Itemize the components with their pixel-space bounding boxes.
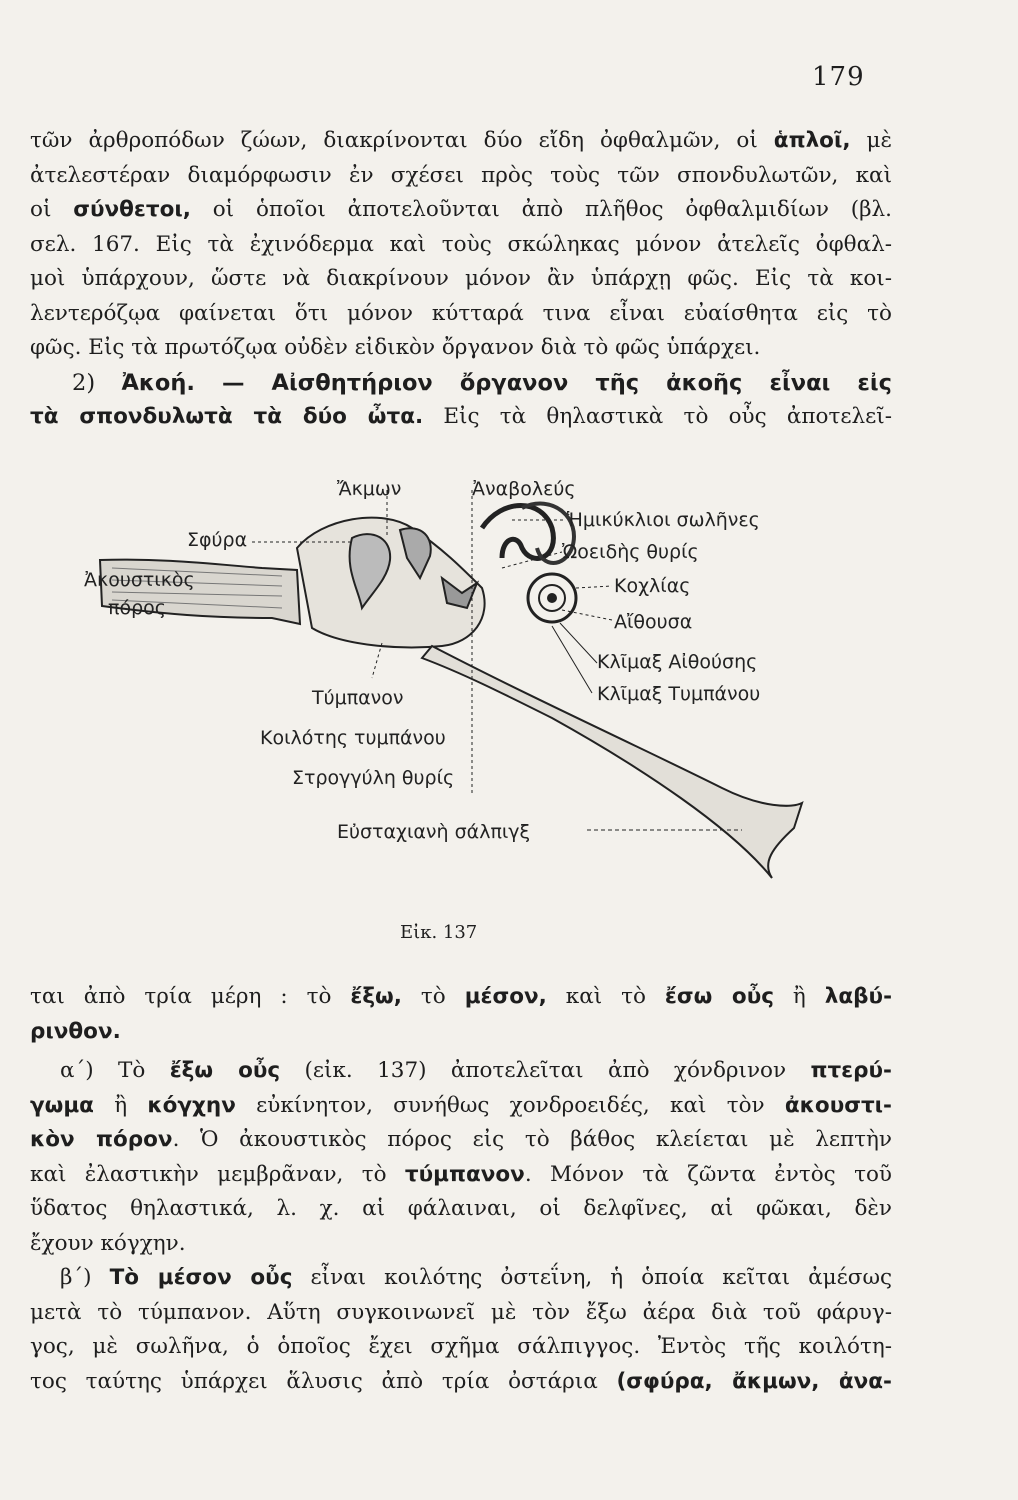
cochlea-core xyxy=(547,593,557,603)
label-hammer: Σφύρα xyxy=(187,529,248,551)
text-line: ὕδατος θηλαστικά, λ. χ. αἱ φάλαιναι, οἱ δελφῖνες, αἱ φῶκαι, δὲν xyxy=(30,1196,892,1221)
ear-diagram xyxy=(82,468,822,928)
text-line: κὸν πόρον. Ὁ ἀκουστικὸς πόρος εἰς τὸ βάθος κλείεται μὲ λεπτὴν xyxy=(30,1127,892,1152)
text-line: β΄) Τὸ μέσον οὖς εἶναι κοιλότης ὀστεΐνη, ἡ ὁποία κεῖται ἀμέσως xyxy=(60,1265,892,1290)
bottom-paragraph xyxy=(30,1054,892,1399)
ear-diagram-drawing xyxy=(82,468,822,928)
text-line: ἔχουν κόγχην. xyxy=(30,1230,186,1256)
figure-caption: Εἰκ. 137 xyxy=(400,922,478,943)
label-auditory-canal-2: πόρος xyxy=(108,597,166,619)
text-line: τῶν ἀρθροπόδων ζώων, διακρίνονται δύο εἴδη ὀφθαλμῶν, οἱ ἁπλοῖ, μὲ xyxy=(30,128,892,153)
label-scala-vestibuli: Κλῖμαξ Αἰθούσης xyxy=(597,651,758,673)
label-oval-window: Ὠοειδὴς θυρίς xyxy=(562,541,699,563)
text-line: γωμα ἢ κόγχην εὐκίνητον, συνήθως χονδροειδές, καὶ τὸν ἀκουστι- xyxy=(30,1092,892,1118)
label-semicircular-canals: Ἡμικύκλιοι σωλῆνες xyxy=(567,509,760,531)
pointer-line xyxy=(560,623,597,663)
text-line: ρινθον. xyxy=(30,1018,121,1044)
label-round-window: Στρογγύλη θυρίς xyxy=(292,767,455,789)
text-line: α΄) Τὸ ἔξω οὖς (εἰκ. 137) ἀποτελεῖται ἀπὸ χόνδρινον πτερύ- xyxy=(60,1058,892,1083)
text-line: οἱ σύνθετοι, οἱ ὁποῖοι ἀποτελοῦνται ἀπὸ πλῆθος ὀφθαλμιδίων (βλ. xyxy=(30,197,892,222)
page-number: 179 xyxy=(812,62,865,92)
text-line: μοὶ ὑπάρχουν, ὥστε νὰ διακρίνουν μόνον ἂν ὑπάρχῃ φῶς. Εἰς τὰ κοι- xyxy=(30,266,892,291)
pointer-line xyxy=(502,552,562,568)
pointer-line xyxy=(576,586,612,588)
text-line: ται ἀπὸ τρία μέρη : τὸ ἔξω, τὸ μέσον, καὶ τὸ ἔσω οὖς ἢ λαβύ- xyxy=(30,984,892,1009)
pointer-line xyxy=(372,643,382,678)
text-line: μετὰ τὸ τύμπανον. Αὕτη συγκοινωνεῖ μὲ τὸν ἔξω ἀέρα διὰ τοῦ φάρυγ- xyxy=(30,1299,892,1325)
eustachian-tube xyxy=(422,646,802,878)
text-line: λεντερόζῳα φαίνεται ὅτι μόνον κύτταρά τινα εἶναι εὐαίσθητα εἰς τὸ xyxy=(30,300,892,326)
label-eustachian-tube: Εὐσταχιανὴ σάλπιγξ xyxy=(337,821,531,843)
text-line: ἀτελεστέραν διαμόρφωσιν ἐν σχέσει πρὸς τοὺς τῶν σπονδυλωτῶν, καὶ xyxy=(30,162,892,188)
label-tympanic-cavity: Κοιλότης τυμπάνου xyxy=(260,727,446,749)
label-auditory-canal: Ἀκουστικὸς xyxy=(84,569,195,591)
semicircular-canals xyxy=(482,506,553,559)
label-stirrup: Ἀναβολεύς xyxy=(472,478,576,500)
text-line: τος ταύτης ὑπάρχει ἅλυσις ἀπὸ τρία ὀστάρια (σφύρα, ἄκμων, ἀνα- xyxy=(30,1368,892,1394)
label-scala-tympani: Κλῖμαξ Τυμπάνου xyxy=(597,683,761,705)
label-anvil: Ἄκμων xyxy=(337,478,402,500)
text-line: φῶς. Εἰς τὰ πρωτόζῳα οὐδὲν εἰδικὸν ὄργανον διὰ τὸ φῶς ὑπάρχει. xyxy=(30,335,761,360)
text-line: σελ. 167. Εἰς τὰ ἐχινόδερμα καὶ τοὺς σκώληκας μόνον ἀτελεῖς ὀφθαλ- xyxy=(30,231,892,257)
text-line: καὶ ἐλαστικὴν μεμβρᾶναν, τὸ τύμπανον. Μόνον τὰ ζῶντα ἐντὸς τοῦ xyxy=(30,1161,892,1187)
mid-paragraph xyxy=(30,980,892,1049)
text-line: γος, μὲ σωλῆνα, ὁ ὁποῖος ἔχει σχῆμα σάλπιγγος. Ἐντὸς τῆς κοιλότη- xyxy=(30,1334,892,1359)
label-cochlea: Κοχλίας xyxy=(614,575,691,597)
label-vestibule: Αἴθουσα xyxy=(614,611,693,633)
middle-ear-cavity xyxy=(297,518,485,648)
text-line: τὰ σπονδυλωτὰ τὰ δύο ὦτα. Εἰς τὰ θηλαστικὰ τὸ οὖς ἀποτελεῖ- xyxy=(30,404,892,429)
label-eardrum: Τύμπανον xyxy=(312,687,404,709)
top-paragraph xyxy=(30,124,892,435)
section-heading: 2) Ἀκοή. — Αἰσθητήριον ὄργανον τῆς ἀκοῆς εἶναι εἰς xyxy=(72,369,892,396)
